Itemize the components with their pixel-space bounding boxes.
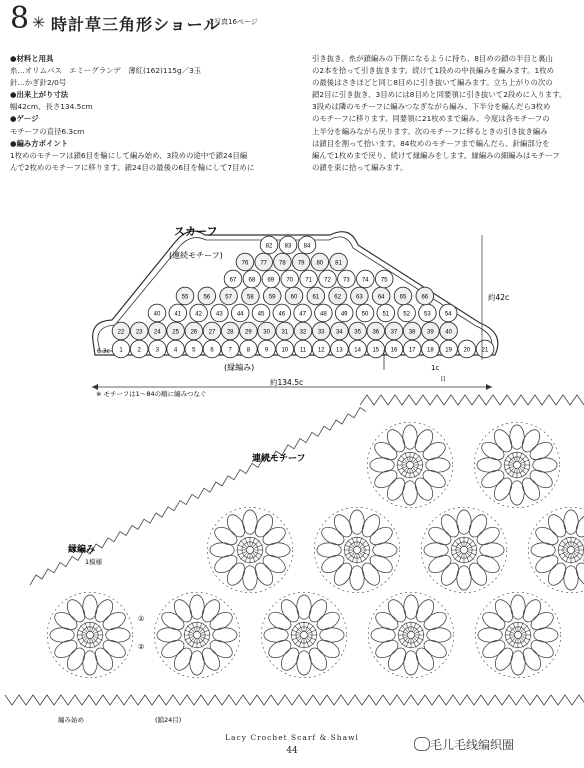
motif-number: 66 xyxy=(421,294,429,301)
motif-cell xyxy=(416,287,434,305)
motif-cell xyxy=(292,253,310,271)
motif-cell xyxy=(351,287,369,305)
section-heading: ●ゲージ xyxy=(10,114,39,124)
motif-cell xyxy=(255,253,273,271)
motif-number: 8 xyxy=(246,347,251,354)
motif-cell xyxy=(422,340,440,358)
motif-cell xyxy=(185,340,203,358)
book-footer: Lacy Crochet Scarf & Shawl xyxy=(225,733,359,742)
motif-number: 27 xyxy=(208,329,216,336)
motif-number: 75 xyxy=(380,277,388,284)
motif-bottom xyxy=(475,592,561,678)
chat-icon xyxy=(414,737,430,751)
crochet-diagram xyxy=(0,225,584,730)
motif-number: 73 xyxy=(343,277,350,284)
text-line: 糸…オリムパス エミーグランデ 薄紅(162)115g／3玉 xyxy=(10,66,202,76)
motif-bottom xyxy=(368,592,454,678)
motif-cell xyxy=(377,304,395,322)
motif-label: (連続モチーフ) xyxy=(169,251,223,260)
motif-number: 43 xyxy=(216,311,223,318)
motif-cell xyxy=(403,340,421,358)
renzoku-motif-label: 連続モチーフ xyxy=(252,454,306,464)
width-label: 約134.5c xyxy=(270,378,304,387)
motif-cell xyxy=(372,287,390,305)
motif-number: 39 xyxy=(427,329,434,336)
motif-cell xyxy=(312,322,330,340)
motif-number: 17 xyxy=(408,347,416,354)
pattern-number: 8 xyxy=(10,1,30,36)
motif-number: 79 xyxy=(297,260,305,267)
motif-cell xyxy=(203,340,221,358)
motif-cell xyxy=(357,270,375,288)
motif-cell xyxy=(258,340,276,358)
motif-number: 57 xyxy=(225,294,232,301)
motif-bottom xyxy=(154,592,240,678)
motif-number: 69 xyxy=(267,277,275,284)
motif-number: 74 xyxy=(361,277,369,284)
motif-number: 44 xyxy=(236,311,244,318)
motif-cell xyxy=(385,340,403,358)
motif-cell xyxy=(375,270,393,288)
kusari24-label: (鎖24目) xyxy=(155,716,182,724)
section-heading: ●材料と用具 xyxy=(10,54,54,63)
motif-cell xyxy=(258,322,276,340)
sc-sub-label: 目 xyxy=(440,376,447,383)
text-line: 1枚めのモチーフは鎖6目を輪にして編み始め、3段めの途中で鎖24目編 xyxy=(10,150,248,160)
motif-number: 33 xyxy=(317,329,325,336)
motif-bottom xyxy=(47,592,133,678)
motif-cell xyxy=(273,304,291,322)
motif-number: 58 xyxy=(247,294,254,301)
motif-cell xyxy=(260,236,278,254)
motif-cell xyxy=(300,270,318,288)
motif-number: 11 xyxy=(299,347,307,354)
text-line: 3段めは隣のモチーフに編みつなぎながら編み、下半分を編んだら3枚め xyxy=(312,102,551,112)
motif-cell xyxy=(167,322,185,340)
motif-number: 13 xyxy=(336,347,343,354)
motif-number: 38 xyxy=(408,329,416,336)
motif-cell xyxy=(331,322,349,340)
motif-cell xyxy=(263,287,281,305)
motif-number: 24 xyxy=(154,329,161,336)
motif-cell xyxy=(224,270,242,288)
motif-number: 32 xyxy=(299,329,307,336)
scarf-label: スカーフ xyxy=(174,225,218,238)
text-line: の最後はさきほどと同じ8目めに引き抜いて編みます。立ち上がりの次の xyxy=(312,78,553,88)
motif-cell xyxy=(276,322,294,340)
sc-label: 1c xyxy=(431,364,440,372)
motif-cell xyxy=(211,304,229,322)
motif-cell xyxy=(243,270,261,288)
motif-cell xyxy=(349,340,367,358)
text-line: 引き抜き、糸が鎖編みの下側になるように持ち、8目めの鎖の半目と裏山 xyxy=(312,54,553,63)
motif-number: 18 xyxy=(427,347,434,354)
motif-number: 46 xyxy=(278,311,286,318)
motif-number: 68 xyxy=(248,277,256,284)
motif-cell xyxy=(240,322,258,340)
motif-cell xyxy=(198,287,216,305)
motif-number: 76 xyxy=(241,260,249,267)
motif-number: 28 xyxy=(226,329,234,336)
motif-number: 41 xyxy=(174,311,182,318)
motif-number: 53 xyxy=(424,311,431,318)
motif-middle xyxy=(528,507,584,593)
text-line: の鎖を束に拾って編みます。 xyxy=(312,162,408,172)
motif-top xyxy=(474,422,560,508)
motif-cell xyxy=(285,287,303,305)
motif-number: 51 xyxy=(382,311,390,318)
motif-number: 6 xyxy=(210,347,214,354)
materials-column xyxy=(10,53,254,174)
motif-number: 77 xyxy=(260,260,268,267)
edging-zigzag-top xyxy=(360,395,584,405)
pattern-title: 時計草三角形ショール xyxy=(51,15,221,34)
motif-top xyxy=(367,422,453,508)
motif-cell xyxy=(440,340,458,358)
motif-number: 52 xyxy=(403,311,410,318)
motif-cell xyxy=(440,322,458,340)
motif-number: 54 xyxy=(444,311,452,318)
motif-number: 36 xyxy=(372,329,380,336)
motif-cell xyxy=(274,253,292,271)
motif-number: 3 xyxy=(155,347,160,354)
motif-middle xyxy=(314,507,400,593)
motif-cell xyxy=(279,236,297,254)
motif-cell xyxy=(112,322,130,340)
motif-cell xyxy=(149,322,167,340)
motif-number: 26 xyxy=(190,329,198,336)
motif-cell xyxy=(458,340,476,358)
motif-number: 35 xyxy=(354,329,361,336)
order-note: ※ モチーフは1〜84の順に編みつなぐ xyxy=(96,390,207,398)
motif-number: 49 xyxy=(340,311,348,318)
motif-number: 23 xyxy=(135,329,143,336)
motif-cell xyxy=(149,340,167,358)
motif-cell xyxy=(476,340,494,358)
motif-cell xyxy=(356,304,374,322)
section-heading: ●出来上がり寸法 xyxy=(10,90,69,100)
motif-cell xyxy=(331,340,349,358)
motif-number: 84 xyxy=(303,243,311,250)
amihajime-label: 編み始め xyxy=(58,716,84,724)
motif-number: 31 xyxy=(281,329,289,336)
motif-number: 80 xyxy=(316,260,324,267)
edging-zigzag-bottom xyxy=(5,695,584,705)
motif-middle xyxy=(421,507,507,593)
one-pattern-label: 1模様 xyxy=(85,558,103,566)
motif-number: 30 xyxy=(263,329,270,336)
motif-cell xyxy=(167,340,185,358)
motif-bottom xyxy=(261,592,347,678)
motif-cell xyxy=(130,322,148,340)
motif-number: 19 xyxy=(445,347,452,354)
motif-number: 48 xyxy=(320,311,327,318)
text-line: は鎖目を割って拾います。84枚めのモチーフまで編んだら、針編部分を xyxy=(312,138,550,148)
motif-cell xyxy=(439,304,457,322)
motif-number: 1 xyxy=(119,347,123,354)
motif-cell xyxy=(349,322,367,340)
text-line: モチーフの直径6.3cm xyxy=(10,126,85,136)
motif-cell xyxy=(220,287,238,305)
motif-cell xyxy=(398,304,416,322)
motif-number: 4 xyxy=(173,347,178,354)
motif-cell xyxy=(367,340,385,358)
text-line: 鎖2目に引き抜き、3目めには8目めと同要領に引き抜いて2段めに入ります。 xyxy=(312,90,567,100)
motif-number: 81 xyxy=(335,260,342,267)
motif-cell xyxy=(240,340,258,358)
motif-number: 64 xyxy=(377,294,385,301)
motif-cell xyxy=(335,304,353,322)
text-line: んで2枚めのモチーフに移ります。鎖24目の最後の6目を輪にして7目めに xyxy=(10,162,255,172)
motif-cell xyxy=(312,340,330,358)
motif-cell xyxy=(276,340,294,358)
motif-cell xyxy=(236,253,254,271)
motif-cell xyxy=(329,287,347,305)
motif-number: 40 xyxy=(445,329,452,336)
text-line: のモチーフに移ります。同要領に21枚めまで編み、今度は各モチーフの xyxy=(312,114,550,124)
motif-number: 78 xyxy=(279,260,286,267)
motif-number: 20 xyxy=(463,347,471,354)
motif-cell xyxy=(231,304,249,322)
motif-number: 61 xyxy=(312,294,320,301)
motif-number: 56 xyxy=(203,294,211,301)
motif-number: 7 xyxy=(228,347,232,354)
height-label: 約42c xyxy=(488,293,510,302)
motif-number: 21 xyxy=(481,347,489,354)
step-2-marker: ② xyxy=(138,643,145,651)
motif-cell xyxy=(281,270,299,288)
text-line: 幅42cm、長さ134.5cm xyxy=(10,102,93,112)
motif-number: 55 xyxy=(181,294,189,301)
page-number: 44 xyxy=(286,746,298,756)
motif-number: 9 xyxy=(264,347,269,354)
motif-number: 71 xyxy=(305,277,312,284)
motif-cell xyxy=(422,322,440,340)
motif-cell xyxy=(203,322,221,340)
motif-number: 25 xyxy=(172,329,179,336)
text-line: 針…かぎ針2/0号 xyxy=(10,78,67,88)
motif-cell xyxy=(221,322,239,340)
motif-number: 70 xyxy=(286,277,294,284)
motif-number: 29 xyxy=(245,329,252,336)
motif-cell xyxy=(112,340,130,358)
motif-number: 14 xyxy=(354,347,361,354)
motif-cell xyxy=(311,253,329,271)
motif-number: 22 xyxy=(117,329,125,336)
motif-number: 40 xyxy=(153,311,161,318)
motif-number: 45 xyxy=(257,311,265,318)
motif-cell xyxy=(294,340,312,358)
motif-number: 47 xyxy=(299,311,306,318)
motif-number: 82 xyxy=(265,243,273,250)
motif-cell xyxy=(176,287,194,305)
motif-cell xyxy=(242,287,260,305)
text-line: 編んで1枚めまで戻り、続けて縁編みをします。縁編みの細編みはモチーフ xyxy=(312,150,560,160)
text-line: 上半分を編みながら戻ります。次のモチーフに移るときの引き抜き編み xyxy=(312,126,548,136)
motif-cell xyxy=(385,322,403,340)
motif-number: 62 xyxy=(334,294,341,301)
motif-cell xyxy=(169,304,187,322)
motif-number: 2 xyxy=(137,347,141,354)
motif-number: 15 xyxy=(372,347,380,354)
start-size-label: 6.3c xyxy=(97,348,110,355)
motif-number: 83 xyxy=(284,243,292,250)
motif-cell xyxy=(294,304,312,322)
motif-number: 10 xyxy=(281,347,289,354)
star-icon: ✳ xyxy=(32,13,46,32)
motif-cell xyxy=(221,340,239,358)
motif-middle xyxy=(207,507,293,593)
motif-cell xyxy=(262,270,280,288)
edge-label: (縁編み) xyxy=(224,363,255,372)
motif-number: 37 xyxy=(390,329,398,336)
photo-reference: …写真16ページ xyxy=(207,18,258,26)
motif-cell xyxy=(330,253,348,271)
section-heading: ●編み方ポイント xyxy=(10,138,69,148)
motif-cell xyxy=(419,304,437,322)
motif-cell xyxy=(307,287,325,305)
motif-cell xyxy=(394,287,412,305)
motif-cell xyxy=(190,304,208,322)
motif-cell xyxy=(315,304,333,322)
motif-cell xyxy=(130,340,148,358)
motif-cell xyxy=(294,322,312,340)
motif-cell xyxy=(185,322,203,340)
motif-number: 60 xyxy=(290,294,298,301)
motif-number: 65 xyxy=(399,294,407,301)
watermark: 毛儿毛线编织圈 xyxy=(430,738,515,752)
motif-cell xyxy=(298,236,316,254)
text-line: の2本を拾って引き抜きます。続けて1段めの中長編みを編みます。1枚め xyxy=(312,66,555,76)
motif-cell xyxy=(148,304,166,322)
motif-number: 5 xyxy=(192,347,196,354)
motif-number: 67 xyxy=(229,277,237,284)
motif-number: 12 xyxy=(317,347,325,354)
fuchi-label: 縁編み xyxy=(68,545,96,555)
motif-number: 72 xyxy=(324,277,331,284)
motif-cell xyxy=(252,304,270,322)
motif-cell xyxy=(403,322,421,340)
motif-number: 59 xyxy=(268,294,276,301)
step-1-marker: ① xyxy=(138,615,145,623)
motif-number: 34 xyxy=(336,329,343,336)
motif-number: 42 xyxy=(195,311,202,318)
edging-zigzag-diagonal xyxy=(30,408,366,585)
motif-number: 63 xyxy=(356,294,363,301)
motif-cell xyxy=(338,270,356,288)
motif-cell xyxy=(367,322,385,340)
motif-number: 50 xyxy=(361,311,369,318)
instructions-column xyxy=(312,53,566,174)
motif-cell xyxy=(319,270,337,288)
motif-number: 16 xyxy=(390,347,398,354)
